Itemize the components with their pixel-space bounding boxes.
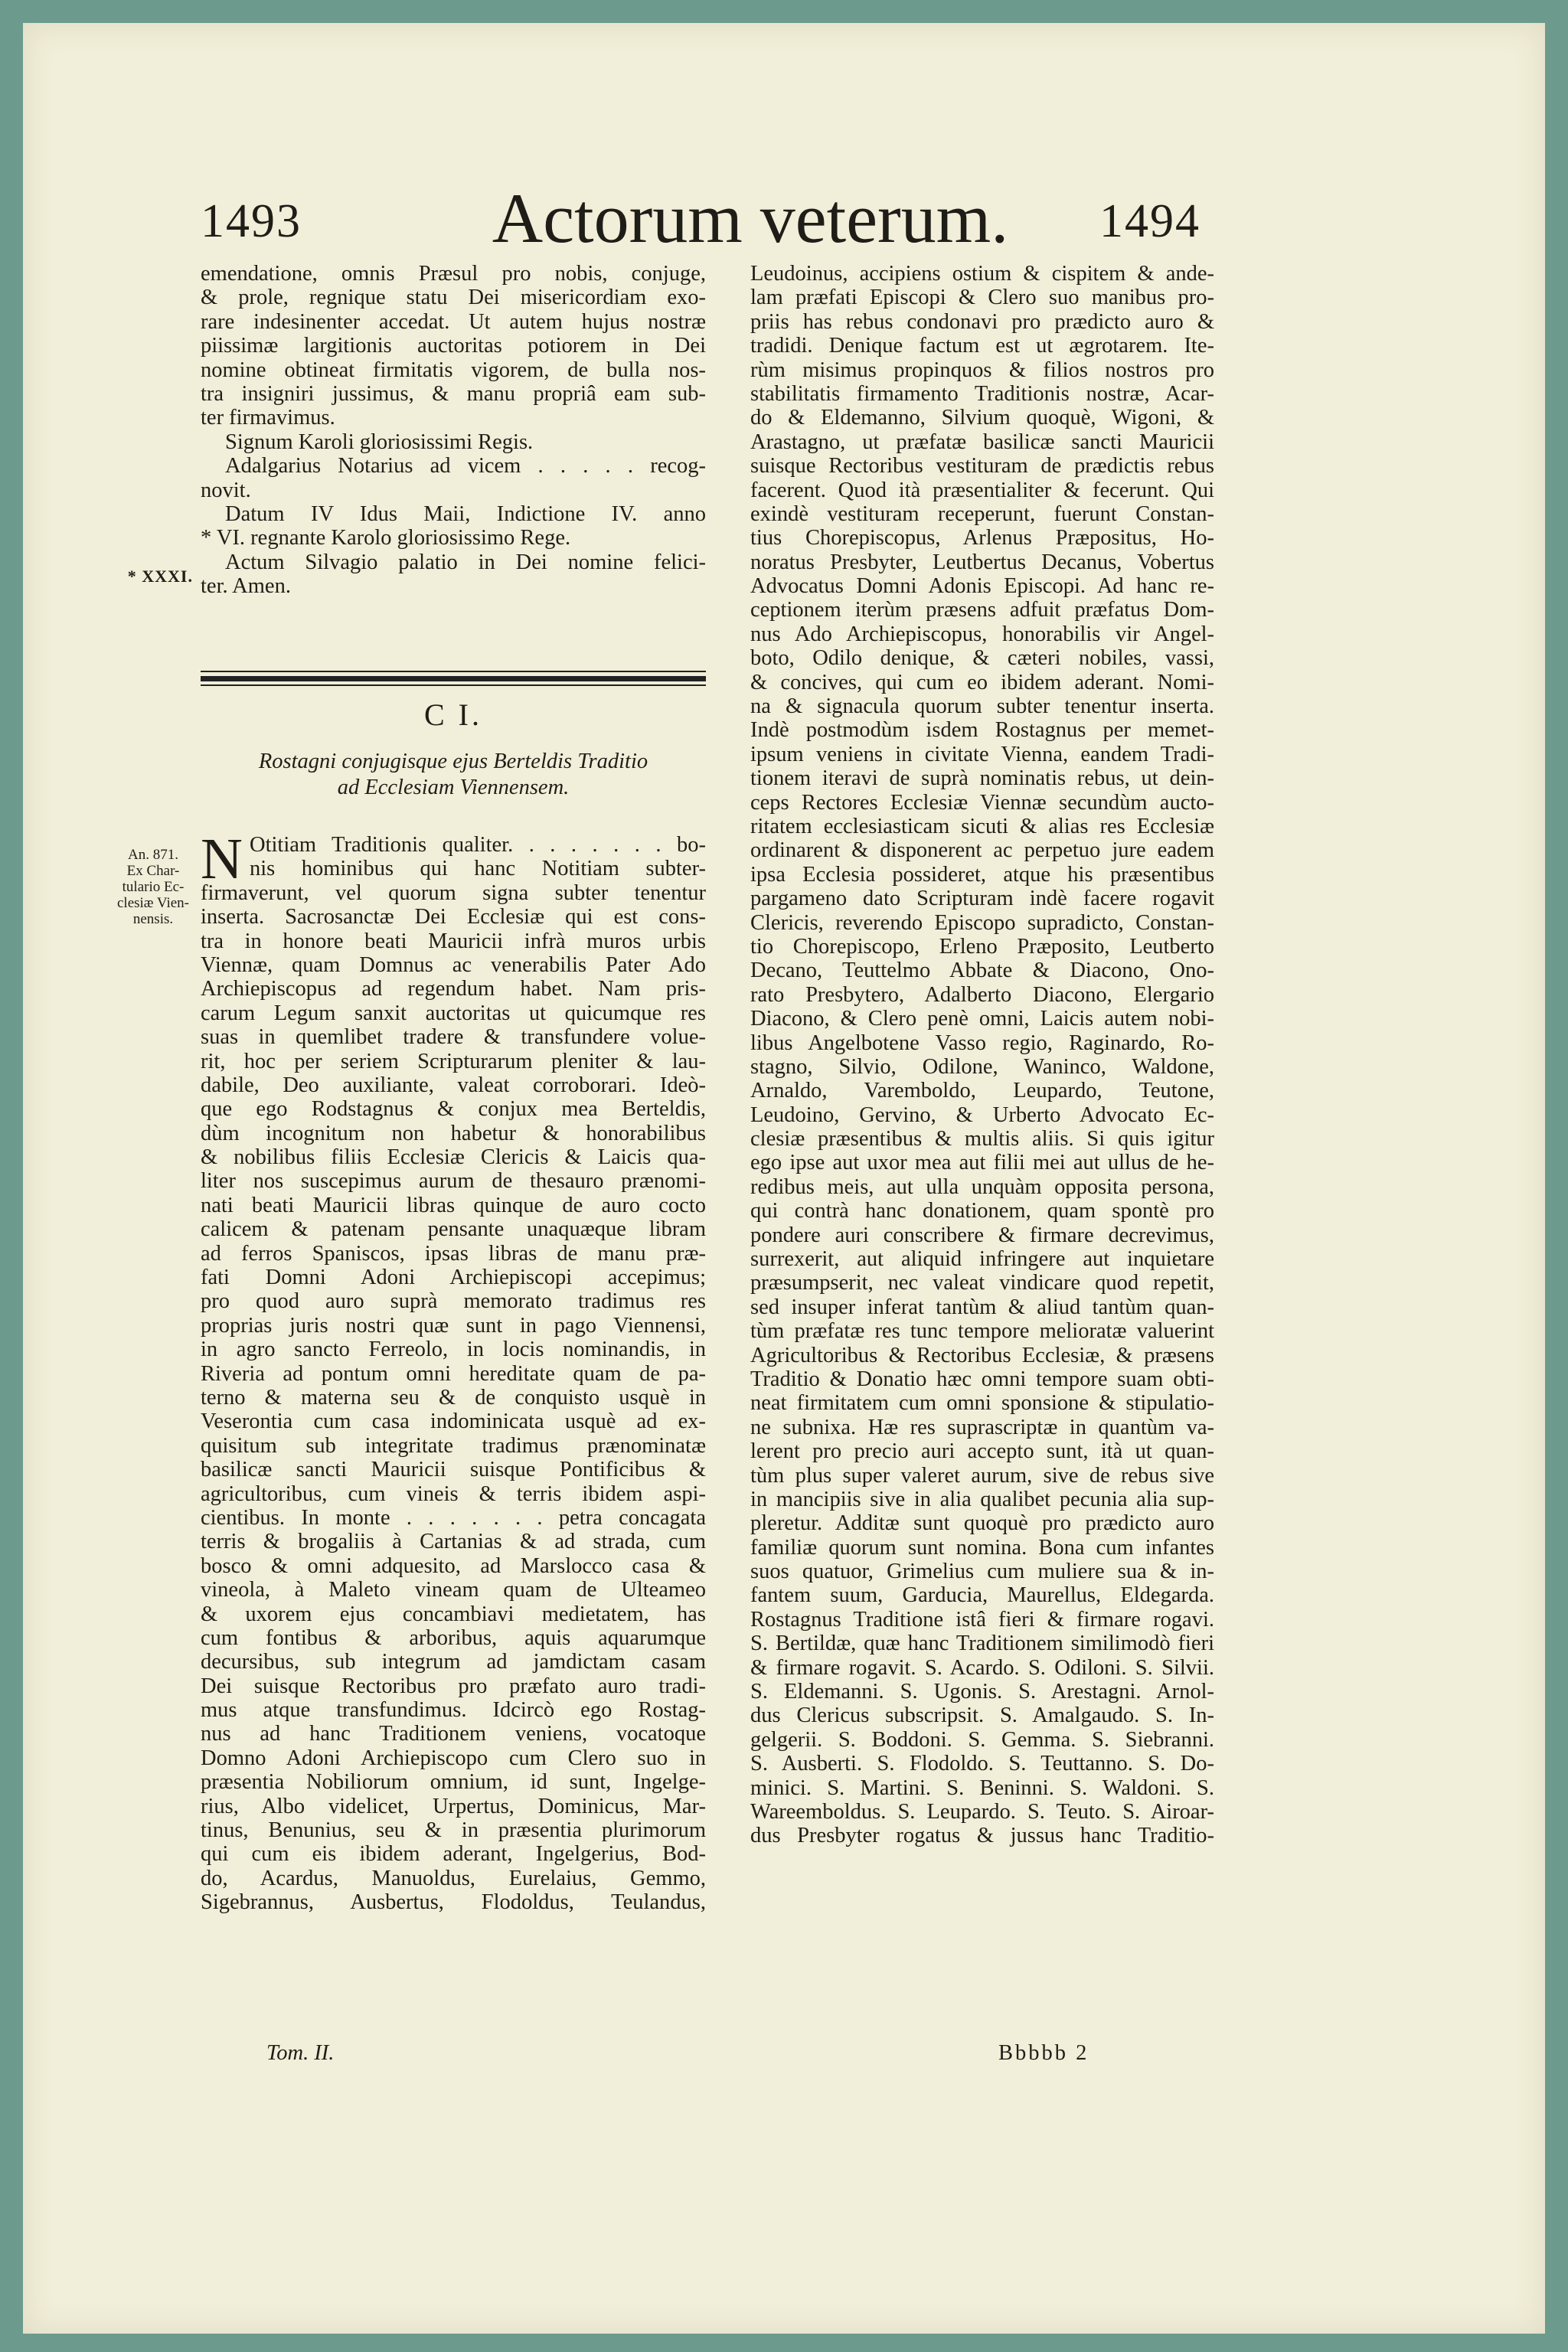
text-line: noratus Presbyter, Leutbertus Decanus, Vobertus xyxy=(750,550,1214,574)
text-line: tra insigniri jussimus, & manu propriâ eam sub- xyxy=(201,381,706,406)
text-line: ipsum veniens in civitate Vienna, eandem Tradi- xyxy=(750,742,1214,766)
text-line: do & Eldemanno, Silvium quoquè, Wigoni, & xyxy=(750,406,1214,430)
text-line: pro quod auro suprà memorato tradimus res xyxy=(201,1289,706,1314)
running-title: Actorum veterum. xyxy=(492,179,1009,257)
text-line: Sigebrannus, Ausbertus, Flodoldus, Teulandus, xyxy=(201,1890,706,1915)
text-line: rùm misimus propinquos & filios nostros pro xyxy=(750,358,1214,382)
text-line: calicem & patenam pensante unaquæque libram xyxy=(201,1217,706,1242)
text-line: Advocatus Domni Adonis Episcopi. Ad hanc re- xyxy=(750,574,1214,599)
text-line: Adalgarius Notarius ad vicem . . . . . recog- xyxy=(225,454,706,479)
text-line: na & signacula quorum subter tenentur inserta. xyxy=(750,694,1214,719)
text-line: mus atque transfundimus. Idcircò ego Rostag- xyxy=(201,1698,706,1723)
text-line: proprias juris nostri quæ sunt in pago Viennensi, xyxy=(201,1313,706,1338)
text-line: Viennæ, quam Domnus ac venerabilis Pater Ado xyxy=(201,952,706,977)
text-line: ordinarent & disponerent ac perpetuo jure eadem xyxy=(750,838,1214,863)
right-column xyxy=(750,262,1214,1848)
text-line: emendatione, omnis Præsul pro nobis, conjuge, xyxy=(201,262,706,286)
text-line: rit, hoc per seriem Scripturarum pleniter & lau- xyxy=(201,1049,706,1073)
text-line: lam præfati Episcopi & Clero suo manibus pro- xyxy=(750,286,1214,310)
text-line: Domno Adoni Archiepiscopo cum Clero suo in xyxy=(201,1746,706,1770)
text-line: ceps Rectores Ecclesiæ Viennæ secundùm aucto- xyxy=(750,790,1214,815)
text-line: ipsa Ecclesia possideret, atque his præsentibus xyxy=(750,862,1214,887)
text-line: decursibus, sub integrum ad jamdictam casam xyxy=(201,1650,706,1674)
text-line: rato Presbytero, Adalberto Diacono, Elergario xyxy=(750,982,1214,1007)
text-line: suisque Rectoribus vestituram de prædictis rebus xyxy=(750,454,1214,479)
text-line: ter. Amen. xyxy=(201,574,291,599)
text-line: gelgerii. S. Boddoni. S. Gemma. S. Siebranni. xyxy=(750,1727,1214,1752)
text-line: dus Presbyter rogatus & jussus hanc Traditio- xyxy=(750,1824,1214,1848)
text-line: surrexerit, aut aliquid infringere aut inquietare xyxy=(750,1247,1214,1272)
text-line: ego ipse aut uxor mea aut filii mei aut ullus de he- xyxy=(750,1151,1214,1175)
text-line: ceptionem iterùm præsens adfuit præfatus Dom- xyxy=(750,598,1214,622)
text-line: præsumpserit, nec valeat vindicare quod repetit, xyxy=(750,1271,1214,1295)
margin-note-line: Ex Char- xyxy=(126,863,180,879)
text-line: Leudoinus, accipiens ostium & cispitem & ande- xyxy=(750,262,1214,286)
text-line: bosco & omni adquesito, ad Marslocco casa & xyxy=(201,1553,706,1578)
text-line: terno & materna seu & de conquisto usquè in xyxy=(201,1385,706,1410)
text-line: clesiæ præsentibus & multis aliis. Si quis igitur xyxy=(750,1127,1214,1152)
text-line: pondere auri conscribere & firmare decrevimus, xyxy=(750,1223,1214,1247)
text-line: tio Chorepiscopo, Erleno Præposito, Leutberto xyxy=(750,934,1214,959)
text-line: minici. S. Martini. S. Beninni. S. Waldoni. S. xyxy=(750,1775,1214,1800)
text-line: dus Clericus subscripsit. S. Amalgaudo. S. In- xyxy=(750,1704,1214,1728)
text-line: ne subnixa. Hæ res suprascriptæ in quantùm va- xyxy=(750,1415,1214,1439)
text-line: tinus, Benunius, seu & in præsentia plurimorum xyxy=(201,1818,706,1843)
drop-cap: N xyxy=(201,827,243,891)
text-line: ritatem ecclesiasticam sicuti & alias res Ecclesiæ xyxy=(750,814,1214,838)
text-line: Signum Karoli gloriosissimi Regis. xyxy=(225,430,534,454)
text-line: S. Bertildæ, quæ hanc Traditionem similimodò fieri xyxy=(750,1632,1214,1656)
text-line: tùm plus super valeret aurum, sive de rebus sive xyxy=(750,1463,1214,1488)
text-line: ad ferros Spaniscos, ipsas libras de manu præ- xyxy=(201,1241,706,1266)
volume-footer: Tom. II. xyxy=(266,2041,335,2065)
text-line: basilicæ sancti Mauricii suisque Pontificibus & xyxy=(201,1458,706,1482)
text-line: inserta. Sacrosanctæ Dei Ecclesiæ qui est cons- xyxy=(201,905,706,929)
margin-note-line: nensis. xyxy=(132,911,174,927)
text-line: S. Eldemanni. S. Ugonis. S. Arestagni. Arnol- xyxy=(750,1680,1214,1704)
text-line: lerent pro precio auri accepto sunt, ità ut quan- xyxy=(750,1439,1214,1464)
text-line: dùm incognitum non habetur & honorabilibus xyxy=(201,1121,706,1145)
text-line: nus Ado Archiepiscopus, honorabilis vir Angel- xyxy=(750,622,1214,646)
text-line: Veserontia cum casa indominicata usquè ad ex- xyxy=(201,1410,706,1434)
text-line: Archiepiscopus ad regendum habet. Nam pris- xyxy=(201,977,706,1001)
page-number-left: 1493 xyxy=(201,195,302,247)
margin-note-line: clesiæ Vien- xyxy=(116,895,190,911)
text-line: priis has rebus condonavi pro prædicto auro & xyxy=(750,309,1214,334)
text-line: Wareemboldus. S. Leupardo. S. Teuto. S. Airoar- xyxy=(750,1800,1214,1824)
text-line: nati beati Mauricii libras quinque de auro cocto xyxy=(201,1193,706,1217)
text-line: & firmare rogavit. S. Acardo. S. Odiloni. S. Silvii. xyxy=(750,1655,1214,1680)
text-line: tionem iteravi de suprà nominatis rebus, ut dein- xyxy=(750,766,1214,791)
text-line: tra in honore beati Mauricii infrà muros urbis xyxy=(201,929,706,953)
text-line: Clericis, reverendo Episcopo supradicto, Constan- xyxy=(750,910,1214,935)
text-line: Diacono, & Clero penè omni, Laicis autem nobi- xyxy=(750,1007,1214,1031)
text-line: vineola, à Maleto vineam quam de Ulteameo xyxy=(201,1578,706,1602)
text-line: fati Domni Adoni Archiepiscopi accepimus; xyxy=(201,1266,706,1290)
text-line: quisitum sub integritate tradimus prænominatæ xyxy=(201,1433,706,1458)
text-line: & concives, qui cum eo ibidem aderant. Nomi- xyxy=(750,670,1214,694)
text-line: ter firmavimus. xyxy=(201,406,335,430)
signature-mark: Bbbbb 2 xyxy=(998,2041,1089,2065)
text-line: nus ad hanc Traditionem veniens, vocatoque xyxy=(201,1722,706,1746)
text-line: liter nos suscepimus aurum de thesauro prænomi- xyxy=(201,1169,706,1194)
text-line: Datum IV Idus Maii, Indictione IV. anno xyxy=(225,501,706,526)
running-header xyxy=(23,173,1545,257)
text-line: S. Ausberti. S. Flodoldo. S. Teuttanno. S. Do- xyxy=(750,1752,1214,1776)
text-line: pargameno dato Scripturam indè facere rogavit xyxy=(750,887,1214,911)
margin-note-line: tulario Ec- xyxy=(122,879,185,895)
text-line: fantem suum, Garducia, Maurellus, Eldegarda. xyxy=(750,1583,1214,1608)
text-line: pleretur. Additæ sunt quoquè pro prædicto auro xyxy=(750,1511,1214,1536)
text-line: nis hominibus qui hanc Notitiam subter- xyxy=(250,857,706,881)
text-line: neat firmitatem cum omni sponsione & stipulatio- xyxy=(750,1391,1214,1416)
text-line: stagno, Silvio, Odilone, Waninco, Waldone, xyxy=(750,1054,1214,1079)
text-line: sed insuper inferat tantùm & aliud tantùm quan- xyxy=(750,1295,1214,1319)
text-line: * VI. regnante Karolo gloriosissimo Rege. xyxy=(201,526,571,550)
text-line: carum Legum sanxit auctoritas ut quicumque res xyxy=(201,1001,706,1025)
text-line: tradidi. Denique factum est ut ægrotarem. Ite- xyxy=(750,334,1214,358)
text-line: terris & brogaliis à Cartanias & ad strada, cum xyxy=(201,1530,706,1554)
text-line: Leudoino, Gervino, & Urberto Advocato Ec- xyxy=(750,1102,1214,1127)
text-line: firmaverunt, vel quorum signa subter tenentur xyxy=(201,880,706,905)
text-line: qui contrà hanc donationem, quam spontè pro xyxy=(750,1199,1214,1223)
text-line: que ego Rodstagnus & conjux mea Berteldis, xyxy=(201,1097,706,1122)
text-line: præsentia Nobiliorum omnium, id sunt, Ingelge- xyxy=(201,1770,706,1795)
text-line: Actum Silvagio palatio in Dei nomine felici- xyxy=(225,550,706,574)
text-line: & uxorem ejus concambiavi medietatem, has xyxy=(201,1602,706,1626)
text-line: cientibus. In monte . . . . . . . petra concagata xyxy=(201,1505,706,1530)
text-line: rius, Albo videlicet, Urpertus, Dominicus, Mar- xyxy=(201,1794,706,1818)
page-number-right: 1494 xyxy=(1099,195,1200,247)
section-title xyxy=(201,749,706,801)
text-line: Otitiam Traditionis qualiter. . . . . . . . bo- xyxy=(250,833,706,857)
text-line: Agricultoribus & Rectoribus Ecclesiæ, & præsens xyxy=(750,1343,1214,1367)
text-line: Arnaldo, Varemboldo, Leupardo, Teutone, xyxy=(750,1079,1214,1103)
text-line: facerent. Quod ità præsentialiter & fecerunt. Qui xyxy=(750,478,1214,502)
margin-note-xxxi: * XXXI. xyxy=(127,567,193,586)
text-line: redibus meis, aut ulla unquàm opposita persona, xyxy=(750,1174,1214,1199)
text-line: piissimæ largitionis auctoritas potiorem in Dei xyxy=(201,334,706,358)
text-line: rare indesinenter accedat. Ut autem hujus nostræ xyxy=(201,309,706,334)
text-line: Traditio & Donatio hæc omni tempore suam obti- xyxy=(750,1367,1214,1391)
left-column-top xyxy=(201,262,706,598)
text-line: Riveria ad pontum omni hereditate quam de pa- xyxy=(201,1361,706,1386)
text-line: nomine obtineat firmitatis vigorem, de bulla nos- xyxy=(201,358,706,382)
text-line: in mancipiis sive in alia qualibet pecunia alia sup- xyxy=(750,1487,1214,1511)
page xyxy=(23,23,1545,2334)
margin-note-line: An. 871. xyxy=(128,847,178,863)
text-line: do, Acardus, Manuoldus, Eurelaius, Gemmo, xyxy=(201,1866,706,1890)
text-line: Decano, Teuttelmo Abbate & Diacono, Ono- xyxy=(750,959,1214,983)
text-line: libus Angelbotene Vasso regio, Raginardo, Ro- xyxy=(750,1031,1214,1055)
text-line: boto, Odilo denique, & cæteri nobiles, vassi, xyxy=(750,646,1214,671)
text-line: familiæ quorum sunt nomina. Bona cum infantes xyxy=(750,1535,1214,1560)
text-line: Dei suisque Rectoribus pro præfato auro tradi- xyxy=(201,1674,706,1698)
text-line: qui cum eis ibidem aderant, Ingelgerius, Bod- xyxy=(201,1842,706,1867)
text-line: stabilitatis firmamento Traditionis nostræ, Acar- xyxy=(750,381,1214,406)
text-line: exindè vestituram receperunt, fuerunt Constan- xyxy=(750,501,1214,526)
text-line: Rostagnus Traditione istâ fieri & firmare rogavi. xyxy=(750,1607,1214,1632)
text-line: novit. xyxy=(201,478,251,502)
section-title-line: Rostagni conjugisque ejus Berteldis Traditio xyxy=(258,750,648,773)
text-line: Indè postmodùm isdem Rostagnus per memet- xyxy=(750,718,1214,743)
text-line: cum fontibus & arboribus, aquis aquarumque xyxy=(201,1625,706,1650)
text-line: Arastagno, ut præfatæ basilicæ sancti Mauricii xyxy=(750,430,1214,454)
text-line: agricultoribus, cum vineis & terris ibidem aspi- xyxy=(201,1481,706,1506)
text-line: suas in quemlibet tradere & transfundere volue- xyxy=(201,1025,706,1050)
text-line: in agro sancto Ferreolo, in locis nominandis, in xyxy=(201,1338,706,1362)
text-line: tùm præfatæ res tunc tempore melioratæ valuerint xyxy=(750,1319,1214,1344)
text-line: dabile, Deo auxiliante, valeat corroborari. Ideò- xyxy=(201,1073,706,1097)
text-line: & nobilibus filiis Ecclesiæ Clericis & Laicis qua- xyxy=(201,1145,706,1170)
section-number: C I. xyxy=(424,697,482,732)
text-line: & prole, regnique statu Dei misericordiam exo- xyxy=(201,286,706,310)
text-line: tius Chorepiscopus, Arlenus Præpositus, Ho- xyxy=(750,526,1214,550)
margin-note-charter xyxy=(115,847,191,927)
section-title-line: ad Ecclesiam Viennensem. xyxy=(337,776,570,799)
text-line: suos quatuor, Grimelius cum muliere sua & in- xyxy=(750,1560,1214,1584)
left-column-body xyxy=(201,827,706,1915)
section-divider xyxy=(201,671,706,689)
